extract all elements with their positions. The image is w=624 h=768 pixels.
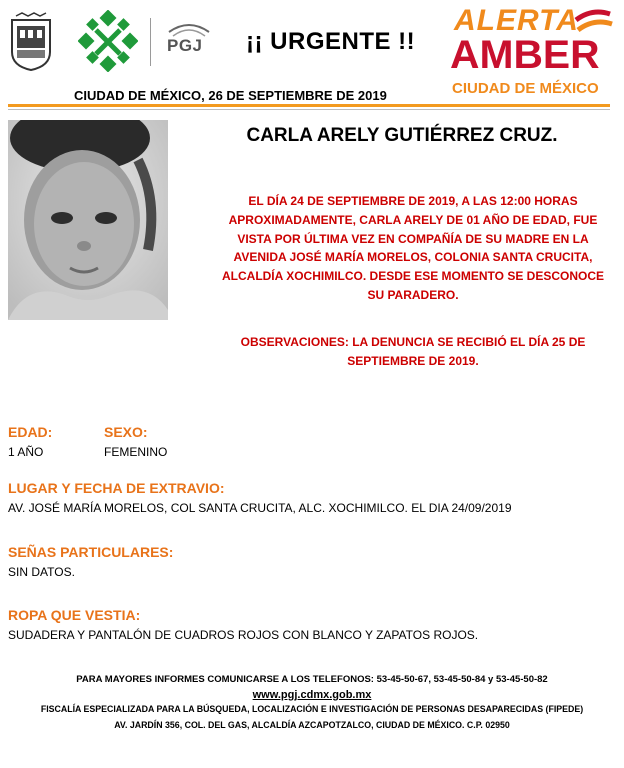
distinguishing-marks-label: SEÑAS PARTICULARES:: [8, 544, 174, 560]
clothing-value: SUDADERA Y PANTALÓN DE CUADROS ROJOS CON BLANCO Y ZAPATOS ROJOS.: [8, 628, 479, 642]
date-line: CIUDAD DE MÉXICO, 26 DE SEPTIEMBRE DE 2019: [74, 88, 387, 103]
age-value: 1 AÑO: [8, 445, 44, 459]
cdmx-coat-of-arms-logo: [8, 12, 54, 72]
pgj-logo-text: PGJ: [167, 36, 203, 55]
logo-separator: [150, 18, 151, 66]
amber-arc-icon: [572, 6, 616, 46]
cdmx-government-logo: [78, 10, 138, 72]
missing-person-name: CARLA ARELY GUTIÉRREZ CRUZ.: [246, 125, 558, 146]
place-date-label: LUGAR Y FECHA DE EXTRAVIO:: [8, 480, 225, 496]
clothing-label: ROPA QUE VESTIA:: [8, 607, 141, 623]
header-divider-grey: [8, 109, 610, 110]
amber-logo-line3: CIUDAD DE MÉXICO: [452, 80, 599, 97]
alerta-amber-logo: [448, 6, 616, 102]
amber-logo-line2: AMBER: [450, 33, 600, 77]
contact-phones: PARA MAYORES INFORMES COMUNICARSE A LOS TELEFONOS: 53-45-50-67, 53-45-50-84 y 53-45-50-82: [76, 674, 548, 685]
missing-person-photo: [8, 120, 168, 320]
age-label: EDAD:: [8, 424, 53, 440]
sex-value: FEMENINO: [104, 445, 168, 459]
distinguishing-marks-value: SIN DATOS.: [8, 565, 75, 579]
incident-description: EL DÍA 24 DE SEPTIEMBRE DE 2019, A LAS 12:00 HORAS APROXIMADAMENTE, CARLA ARELY DE 01 AÑO DE EDAD, FUE VISTA POR ÚLTIMA VEZ EN COMPAÑÍA DE SU MADRE EN LA AVENIDA JOSÉ MARÍA MORELOS, COLONIA SANTA CRUCITA, ALCALDÍA XOCHIMILCO. DESDE ESE MOMENTO SE DESCONOCE SU PARADERO.: [221, 194, 605, 302]
amber-logo-line1: ALERTA: [454, 4, 579, 37]
place-date-value: AV. JOSÉ MARÍA MORELOS, COL SANTA CRUCITA, ALC. XOCHIMILCO. EL DIA 24/09/2019: [8, 501, 512, 515]
agency-address: AV. JARDÍN 356, COL. DEL GAS, ALCALDÍA AZCAPOTZALCO, CIUDAD DE MÉXICO. C.P. 02950: [114, 720, 510, 730]
urgent-heading: ¡¡ URGENTE !!: [246, 28, 416, 55]
website-link[interactable]: www.pgj.cdmx.gob.mx: [252, 689, 372, 701]
sex-label: SEXO:: [104, 424, 148, 440]
agency-name: FISCALÍA ESPECIALIZADA PARA LA BÚSQUEDA, LOCALIZACIÓN E INVESTIGACIÓN DE PERSONAS DESAPARECIDAS (FIPEDE): [40, 704, 584, 714]
observations-text: OBSERVACIONES: LA DENUNCIA SE RECIBIÓ EL DÍA 25 DE SEPTIEMBRE DE 2019.: [240, 335, 586, 368]
header-divider-orange: [8, 104, 610, 107]
